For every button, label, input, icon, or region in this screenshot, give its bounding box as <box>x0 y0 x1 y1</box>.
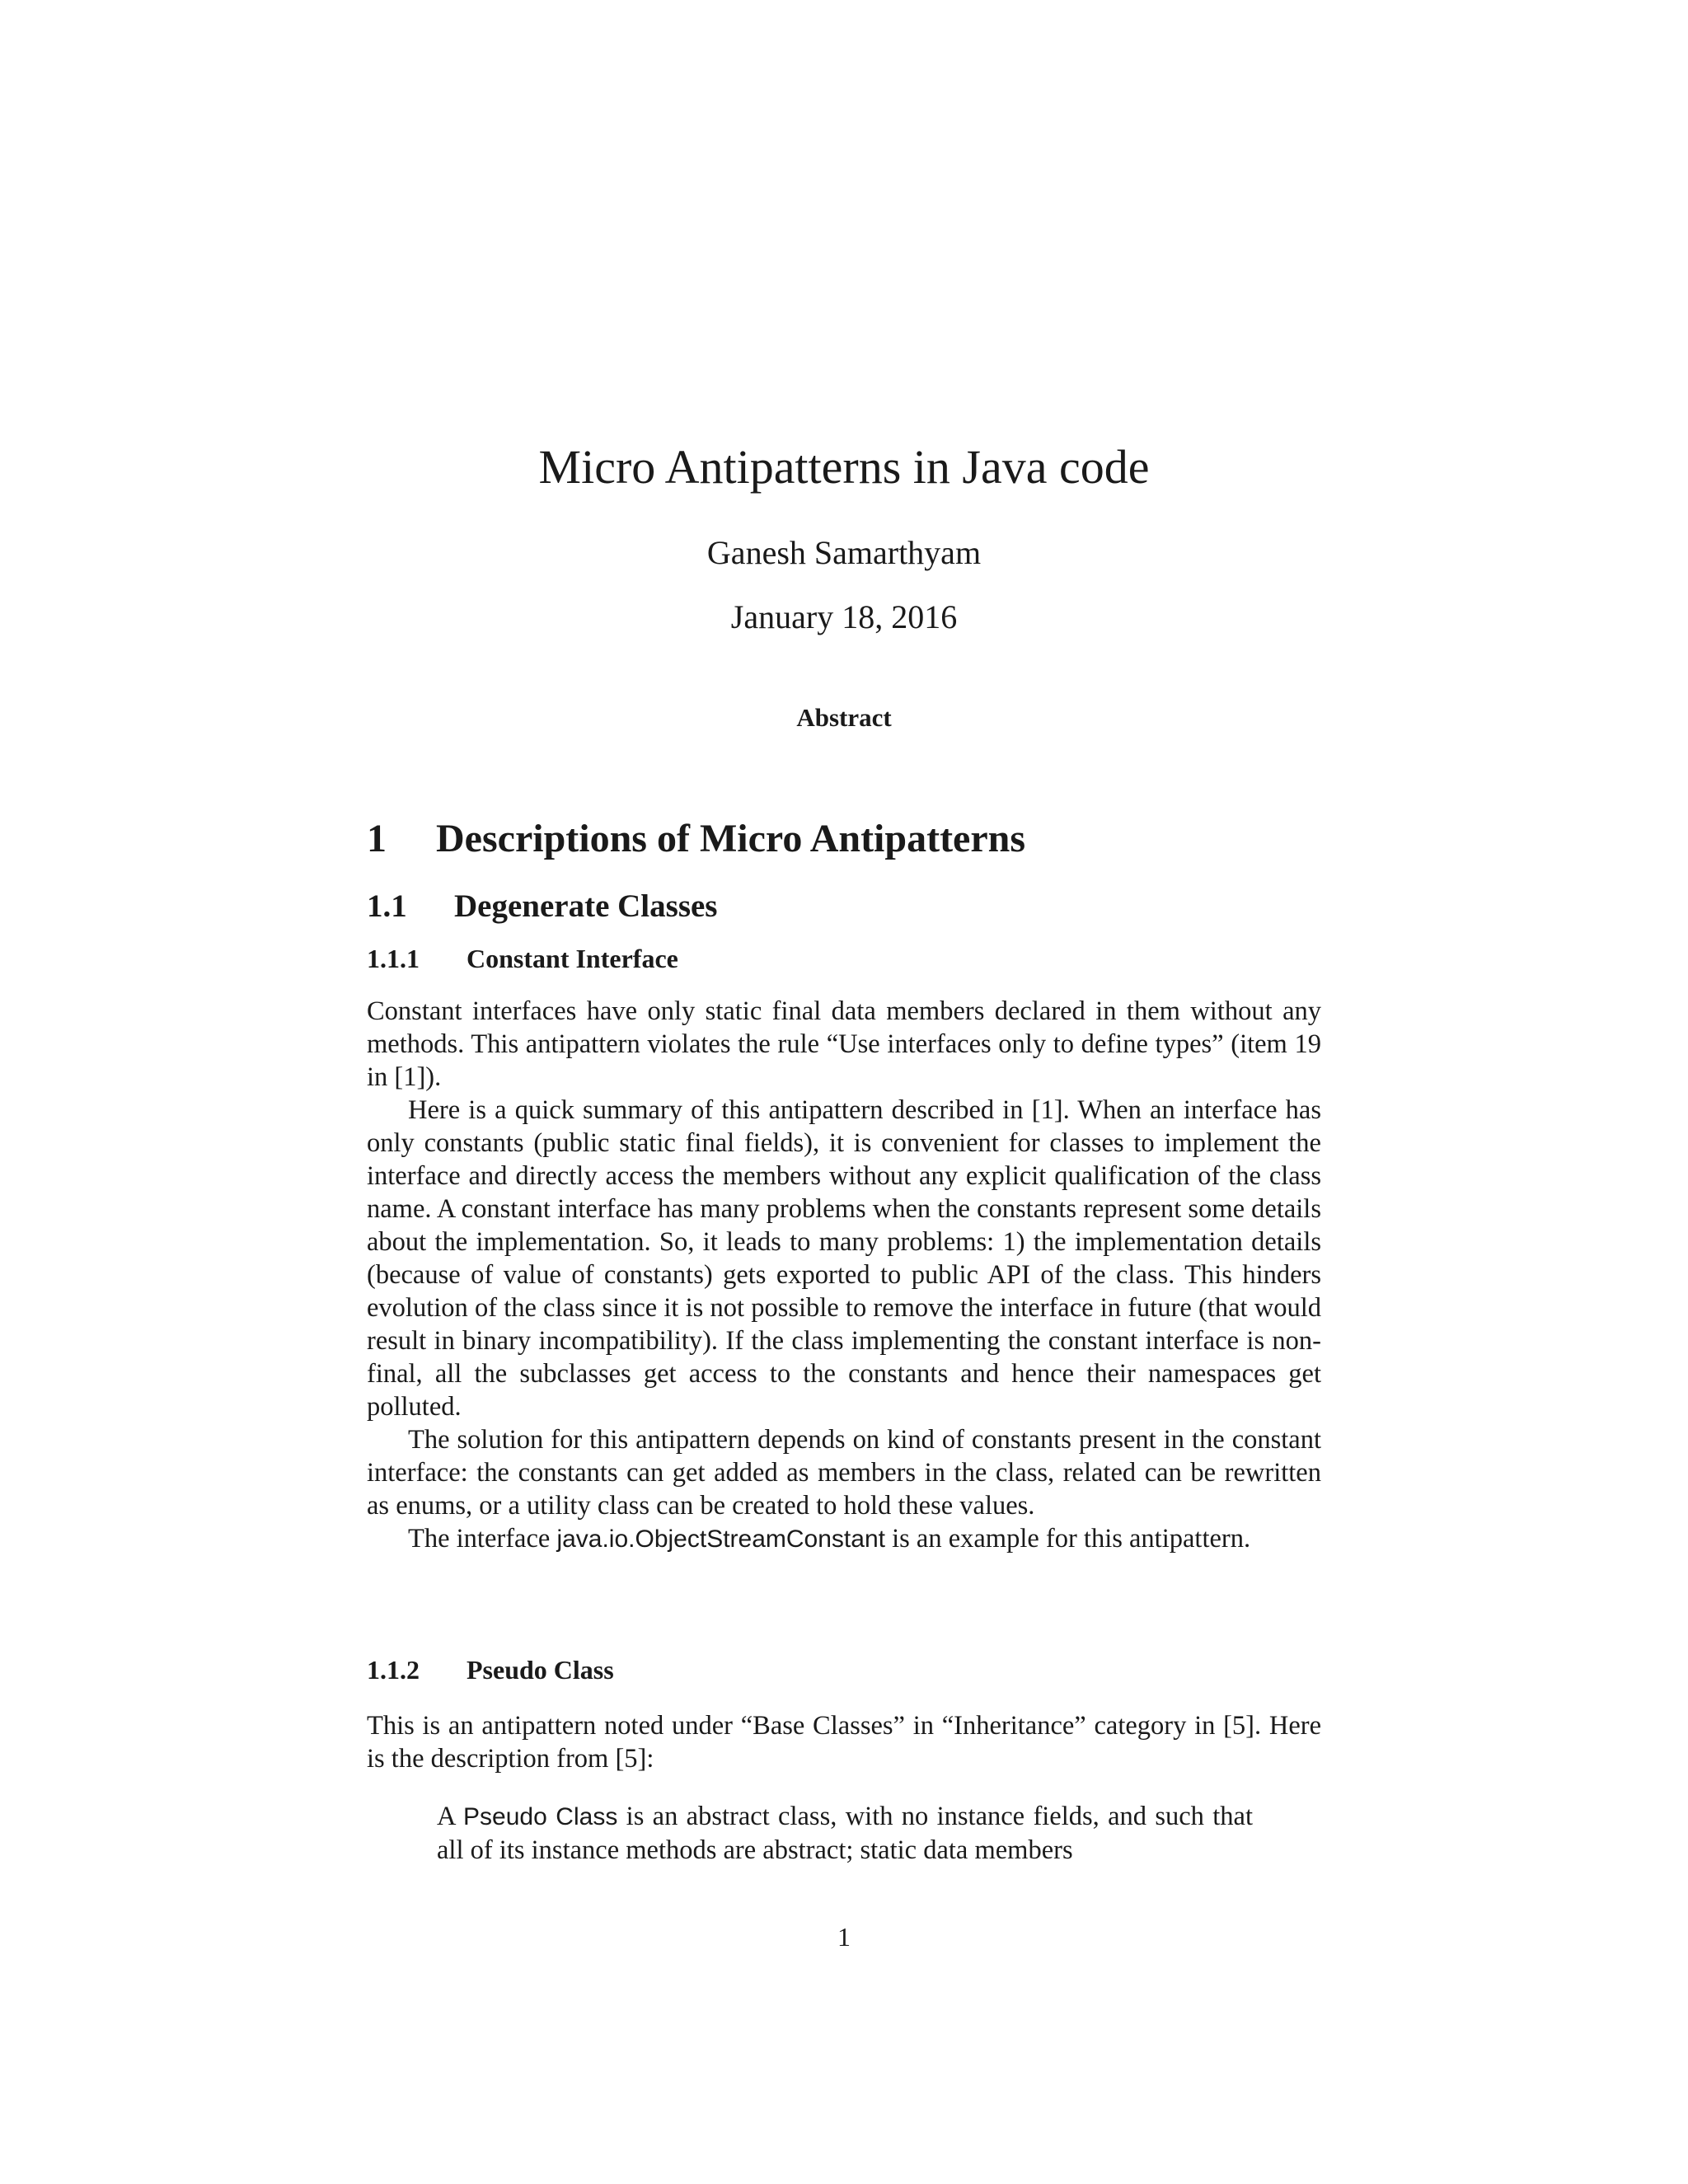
subsubsection-heading-pseudo-class <box>367 1652 614 1687</box>
pseudo-class-body <box>367 1709 1321 1775</box>
section-title: Descriptions of Micro Antipatterns <box>436 817 1026 860</box>
subsubsection-number: 1.1.1 <box>367 944 420 973</box>
subsubsection-heading-constant-interface <box>367 941 678 976</box>
section-number: 1 <box>367 817 387 860</box>
code-identifier: Pseudo Class <box>463 1803 618 1830</box>
paragraph: This is an antipattern noted under “Base Classes” in “Inheritance” category in [5]. Here is the description from [5]: <box>367 1711 1321 1774</box>
paragraph-example <box>367 1522 1321 1556</box>
quote-text-before: A <box>437 1802 464 1831</box>
paragraph: The solution for this antipattern depends on kind of constants present in the constant interface: the constants can get added as members in the class, related can be rewritten as enums, or a utility class can be created to hold these values. <box>367 1425 1321 1521</box>
subsubsection-title: Pseudo Class <box>467 1655 614 1685</box>
subsubsection-title: Constant Interface <box>467 944 678 973</box>
page-number: 1 <box>837 1922 851 1952</box>
quote-text-after: is an abstract class, with no instance fields, and such that all of its instance methods are abstract; static data members <box>437 1802 1253 1865</box>
subsection-title: Degenerate Classes <box>454 888 718 924</box>
paper-title: Micro Antipatterns in Java code <box>538 440 1150 494</box>
code-identifier: java.io.ObjectStreamConstant <box>556 1526 885 1553</box>
subsection-heading-1-1 <box>367 887 717 926</box>
subsubsection-number: 1.1.2 <box>367 1655 420 1685</box>
subsection-number: 1.1 <box>367 888 407 924</box>
author-name: Ganesh Samarthyam <box>706 534 982 571</box>
section-heading-1 <box>367 816 1025 862</box>
publication-date: January 18, 2016 <box>730 598 958 635</box>
paragraph: Here is a quick summary of this antipattern described in [1]. When an interface has only constants (public static final fields), it is convenient for classes to implement the interface and directly access the members without any explicit qualification of the class name. A constant interface has many problems when the constants represent some details about the implementation. So, it leads to many problems: 1) the implementation details (because of value of constants) gets exported to public API of the class. This hinders evolution of the class since it is not possible to remove the interface in future (that would result in binary incompatibility). If the class implementing the constant interface is non-final, all the subclasses get access to the constants and hence their namespaces get polluted. <box>367 1095 1321 1422</box>
abstract-heading: Abstract <box>796 703 892 732</box>
example-text-after: is an example for this antipattern. <box>884 1524 1251 1554</box>
example-text-before: The interface <box>408 1524 557 1554</box>
constant-interface-body <box>367 995 1321 1556</box>
paragraph: Constant interfaces have only static final data members declared in them without any methods. This antipattern violates the rule “Use interfaces only to define types” (item 19 in [1]). <box>367 996 1321 1092</box>
quotation-block <box>437 1800 1253 1867</box>
